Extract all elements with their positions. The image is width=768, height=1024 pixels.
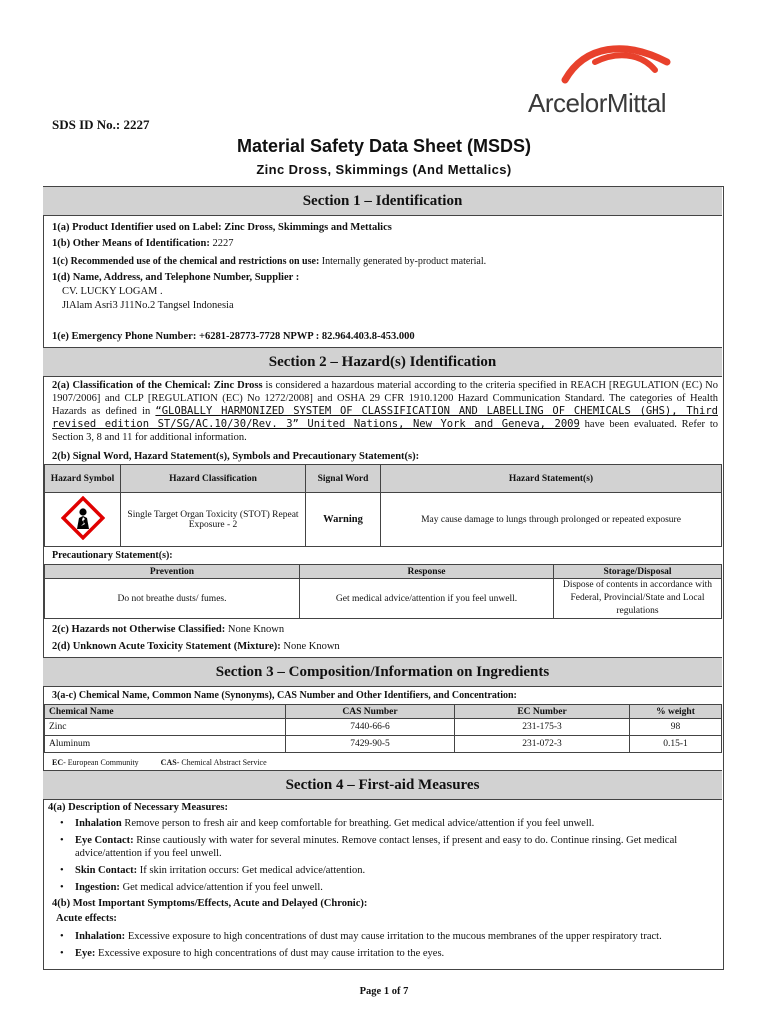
weight-cell: 98 (630, 719, 722, 736)
health-hazard-pictogram-icon (61, 496, 105, 540)
measure-text: If skin irritation occurs: Get medical advice/attention. (137, 865, 366, 876)
abbreviation-legend (52, 758, 267, 767)
legend-cas: - Chemical Abstract Service (176, 758, 267, 767)
precaution-table (44, 564, 722, 619)
section-1b (52, 238, 234, 249)
section-2d (52, 641, 340, 652)
section-1c-label: 1(c) Recommended use of the chemical and restrictions on use: (52, 256, 320, 267)
measure-text: Remove person to fresh air and keep comfortable for breathing. Get medical advice/attention if you feel unwell. (121, 818, 595, 829)
chemical-name-header: Chemical Name (45, 705, 286, 719)
section-2c-value: None Known (225, 624, 285, 635)
cas-number-cell: 7429-90-5 (286, 736, 455, 753)
effect-text: Excessive exposure to high concentrations of dust may cause irritation to the mucous membranes of the upper respiratory tract. (125, 931, 662, 942)
list-item (56, 930, 716, 943)
ec-number-cell: 231-175-3 (455, 719, 630, 736)
measure-label: Eye Contact: (75, 835, 134, 846)
acute-effects-list (56, 930, 716, 964)
arcelormittal-logo-icon (555, 40, 675, 90)
section-1c (52, 256, 486, 267)
legend-cas-abbr: CAS (160, 758, 177, 767)
sds-id: SDS ID No.: 2227 (52, 117, 150, 132)
section-2c-label: 2(c) Hazards not Otherwise Classified: (52, 624, 226, 635)
response-value: Get medical advice/attention if you feel unwell. (300, 579, 554, 619)
ec-number-header: EC Number (455, 705, 630, 719)
section-2a-label: 2(a) Classification of the Chemical: Zinc Dross (52, 380, 263, 391)
first-aid-measures-list (56, 817, 716, 898)
section-3-label: 3(a-c) Chemical Name, Common Name (Synonyms), CAS Number and Other Identifiers, and Concentration: (52, 690, 517, 701)
section-1c-value: Internally generated by-product material. (319, 256, 487, 267)
table-row (45, 719, 722, 736)
hazard-table (44, 464, 722, 547)
effect-text: Excessive exposure to high concentrations of dust may cause irritation to the eyes. (95, 948, 445, 959)
measure-label: Ingestion: (75, 882, 120, 893)
chemical-name-cell: Zinc (45, 719, 286, 736)
supplier-name: CV. LUCKY LOGAM . (62, 286, 163, 297)
hazard-statement-value: May cause damage to lungs through prolonged or repeated exposure (381, 493, 722, 547)
table-row (45, 736, 722, 753)
precautionary-label: Precautionary Statement(s): (52, 550, 173, 561)
hazard-classification-value: Single Target Organ Toxicity (STOT) Repeat Exposure - 2 (121, 493, 306, 547)
section-2b: 2(b) Signal Word, Hazard Statement(s), Symbols and Precautionary Statement(s): (52, 451, 420, 462)
acute-effects-label: Acute effects: (56, 913, 117, 924)
signal-word-header: Signal Word (306, 465, 381, 493)
prevention-value: Do not breathe dusts/ fumes. (45, 579, 300, 619)
document-title: Material Safety Data Sheet (MSDS) (236, 136, 532, 156)
section-3-heading: Section 3 – Composition/Information on Ingredients (43, 657, 722, 687)
ghs-reference: “GLOBALLY HARMONIZED SYSTEM OF CLASSIFICATION AND LABELLING OF CHEMICALS (GHS), Third revised edition ST/SG/AC.10/30/Rev. 3” United Nations, New York and Geneva, 2009 (52, 405, 718, 430)
list-item (56, 864, 716, 877)
list-item (56, 881, 716, 894)
effect-label: Inhalation: (75, 931, 126, 942)
legend-ec-abbr: EC (52, 758, 64, 767)
section-4b: 4(b) Most Important Symptoms/Effects, Acute and Delayed (Chronic): (52, 898, 368, 909)
hazard-classification-header: Hazard Classification (121, 465, 306, 493)
storage-value: Dispose of contents in accordance with Federal, Provincial/State and Local regulations (554, 579, 722, 619)
section-1e: 1(e) Emergency Phone Number: +6281-28773-7728 NPWP : 82.964.403.8-453.000 (52, 331, 415, 342)
measure-text: Rinse cautiously with water for several minutes. Remove contact lenses, if present and easy to do. Continue rinsing. Get medical advice/attention if you feel unwell. (75, 835, 678, 859)
signal-word-value: Warning (306, 493, 381, 547)
hazard-symbol-cell (45, 493, 121, 547)
list-item (56, 817, 716, 830)
brand-logo-text: ArcelorMittal (528, 88, 666, 118)
ec-number-cell: 231-072-3 (455, 736, 630, 753)
measure-text: Get medical advice/attention if you feel unwell. (119, 882, 323, 893)
weight-cell: 0.15-1 (630, 736, 722, 753)
section-4a: 4(a) Description of Necessary Measures: (48, 802, 229, 813)
hazard-statement-header: Hazard Statement(s) (381, 465, 722, 493)
section-2c (52, 624, 284, 635)
measure-label: Skin Contact: (75, 865, 138, 876)
section-1-heading: Section 1 – Identification (43, 186, 722, 216)
list-item (56, 834, 716, 860)
measure-label: Inhalation (75, 818, 122, 829)
section-2a-text1: is considered a hazardous material according to the criteria specified in REACH [REGULATION (EC) No 1907/2006] and CLP [REGULATION (EC) No 1272/2008] and OSHA 29 CFR 1910.1200 Hazard Communication Standard. The categories of Health Hazards as defined in (52, 380, 718, 417)
section-4-heading: Section 4 – First-aid Measures (43, 770, 722, 800)
section-2a-text2: have been evaluated. Refer to Section 3, 8 and 11 for additional information. (52, 419, 718, 443)
section-2d-value: None Known (280, 641, 340, 652)
section-1b-value: 2227 (209, 238, 234, 249)
chemical-name-cell: Aluminum (45, 736, 286, 753)
composition-table (44, 704, 722, 753)
hazard-symbol-header: Hazard Symbol (45, 465, 121, 493)
document-subtitle: Zinc Dross, Skimmings (And Mettalics) (256, 162, 512, 177)
cas-number-header: CAS Number (286, 705, 455, 719)
effect-label: Eye: (75, 948, 96, 959)
list-item (56, 947, 716, 960)
section-2-heading: Section 2 – Hazard(s) Identification (43, 347, 722, 377)
prevention-header: Prevention (45, 565, 300, 579)
storage-header: Storage/Disposal (554, 565, 722, 579)
supplier-address: JlAlam Asri3 J11No.2 Tangsel Indonesia (62, 300, 234, 311)
section-1d: 1(d) Name, Address, and Telephone Number, Supplier : (52, 272, 300, 283)
page-number: Page 1 of 7 (359, 986, 409, 997)
section-1b-label: 1(b) Other Means of Identification: (52, 238, 210, 249)
section-2a (52, 379, 718, 444)
section-2d-label: 2(d) Unknown Acute Toxicity Statement (Mixture): (52, 641, 281, 652)
response-header: Response (300, 565, 554, 579)
legend-ec: - European Community (63, 758, 139, 767)
section-1a: 1(a) Product Identifier used on Label: Zinc Dross, Skimmings and Mettalics (52, 222, 392, 233)
weight-header: % weight (630, 705, 722, 719)
cas-number-cell: 7440-66-6 (286, 719, 455, 736)
